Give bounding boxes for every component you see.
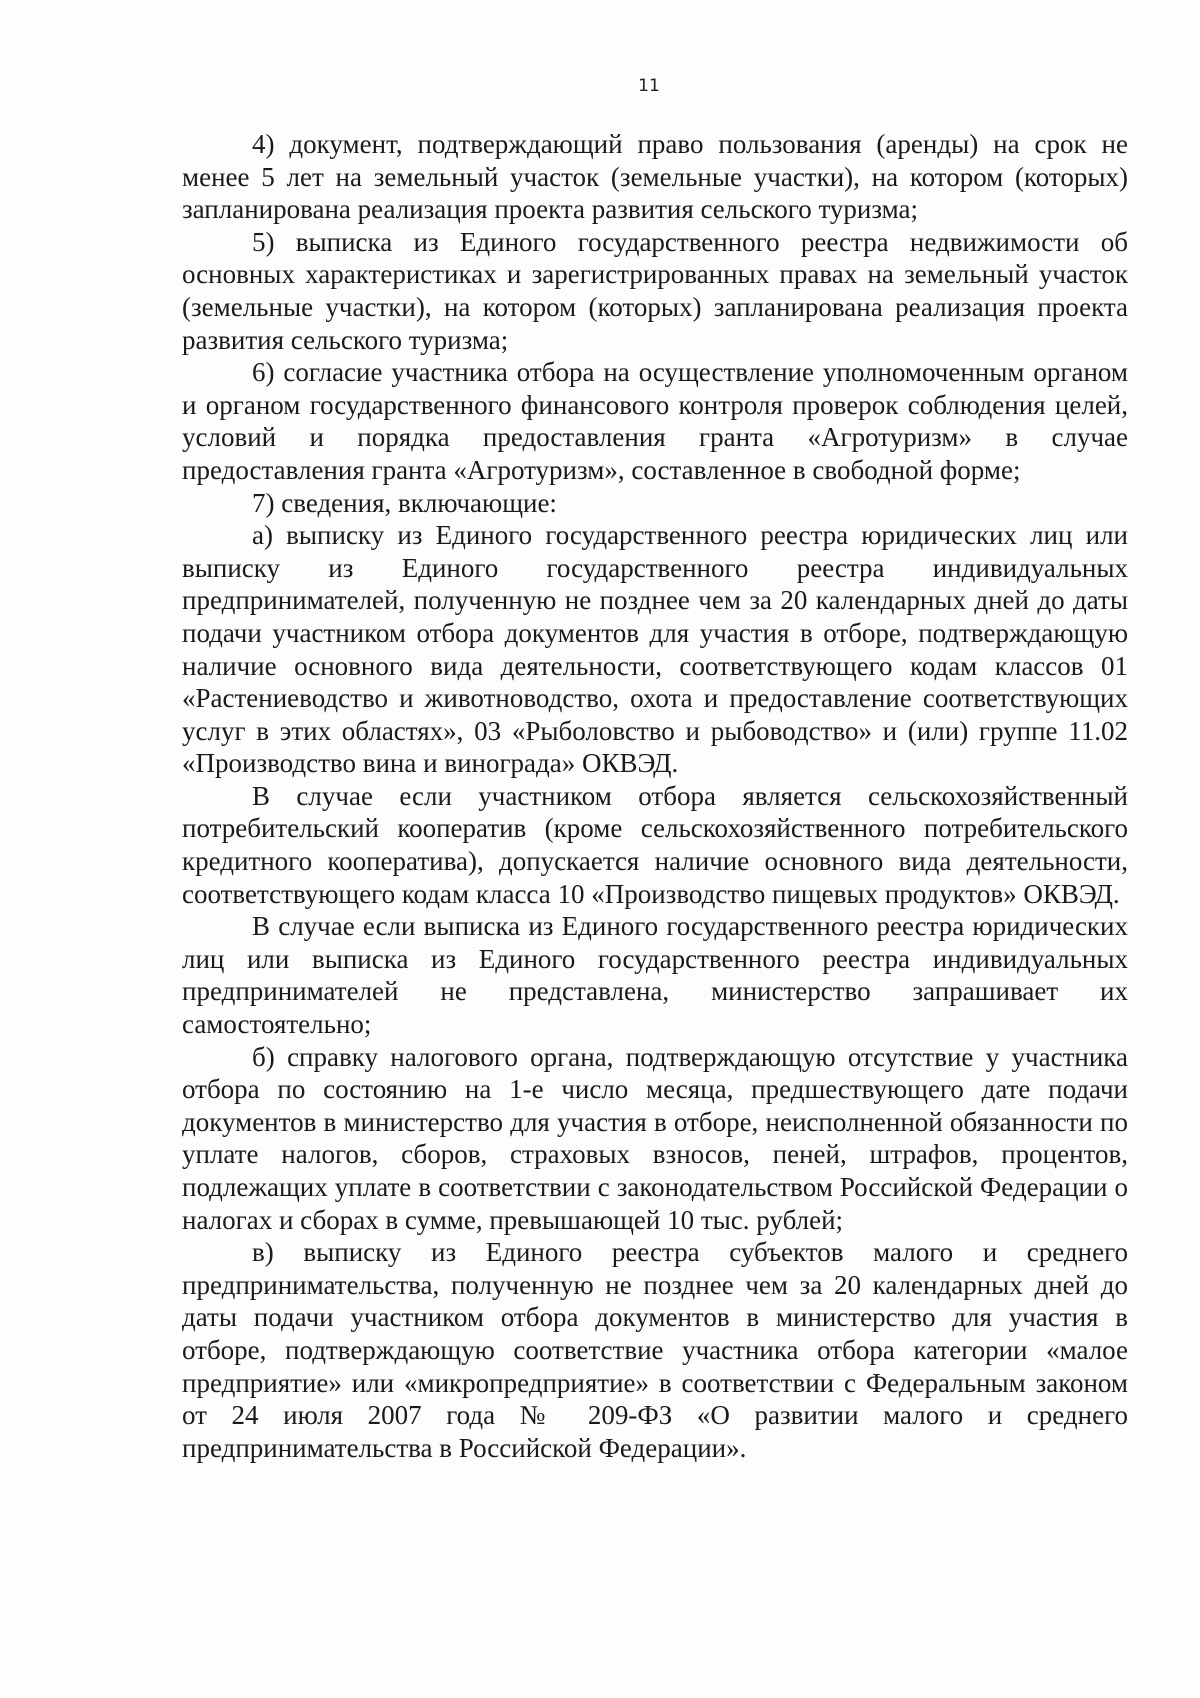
paragraph-item-4-land-lease: 4) документ, подтверждающий право пользования (аренды) на срок не менее 5 лет на земельный участок (земельные участки), на котором (которых) запланирована реализация проекта развития сельского туризма;: [182, 129, 1128, 225]
page-number: 11: [638, 76, 660, 96]
paragraph-cooperative-case: В случае если участником отбора является сельскохозяйственный потребительский кооператив (кроме сельскохозяйственного потребительского кредитного кооператива), допускается наличие основного вида деятельности, соответствующего кодам класса 10 «Производство пищевых продуктов» ОКВЭД.: [182, 780, 1128, 909]
document-body: [182, 128, 1128, 1464]
paragraph-item-5-real-estate-extract: 5) выписка из Единого государственного реестра недвижимости об основных характеристиках и зарегистрированных правах на земельный участок (земельные участки), на котором (которых) запланирована реализация проекта развития сельского туризма;: [182, 226, 1128, 355]
paragraph-item-6-consent: 6) согласие участника отбора на осуществление уполномоченным органом и органом государственного финансового контроля проверок соблюдения целей, условий и порядка предоставления гранта «Агротуризм» в случае предоставления гранта «Агротуризм», составленное в свободной форме;: [182, 357, 1128, 485]
paragraph-subitem-v-sme-registry: в) выписку из Единого реестра субъектов малого и среднего предпринимательства, полученную не позднее чем за 20 календарных дней до даты подачи участником отбора документов в министерство для участия в отборе, подтверждающую соответствие участника отбора категории «малое предприятие» или «микропредприятие» в соответствии с Федеральным законом от 24 июля 2007 года № 209-ФЗ «О развитии малого и среднего предпринимательства в Российской Федерации».: [182, 1237, 1128, 1463]
paragraph-subitem-a-registry-extract: а) выписку из Единого государственного реестра юридических лиц или выписку из Единого государственного реестра индивидуальных предпринимателей, полученную не позднее чем за 20 календарных дней до даты подачи участником отбора документов для участия в отборе, подтверждающую наличие основного вида деятельности, соответствующего кодам классов 01 «Растениеводство и животноводство, охота и предоставление соответствующих услуг в этих областях», 03 «Рыболовство и рыбоводство» и (или) группе 11.02 «Производство вина и винограда» ОКВЭД.: [182, 520, 1128, 779]
paragraph-item-7-information: 7) сведения, включающие:: [252, 487, 557, 518]
paragraph-subitem-b-tax-certificate: б) справку налогового органа, подтверждающую отсутствие у участника отбора по состоянию на 1-е число месяца, предшествующего дате подачи документов в министерство для участия в отборе, неисполненной обязанности по уплате налогов, сборов, страховых взносов, пеней, штрафов, процентов, подлежащих уплате в соответствии с законодательством Российской Федерации о налогах и сборах в сумме, превышающей 10 тыс. рублей;: [182, 1041, 1128, 1235]
paragraph-extract-not-provided: В случае если выписка из Единого государственного реестра юридических лиц или выписка из Единого государственного реестра индивидуальных предпринимателей не представлена, министерство запрашивает их самостоятельно;: [182, 911, 1128, 1040]
